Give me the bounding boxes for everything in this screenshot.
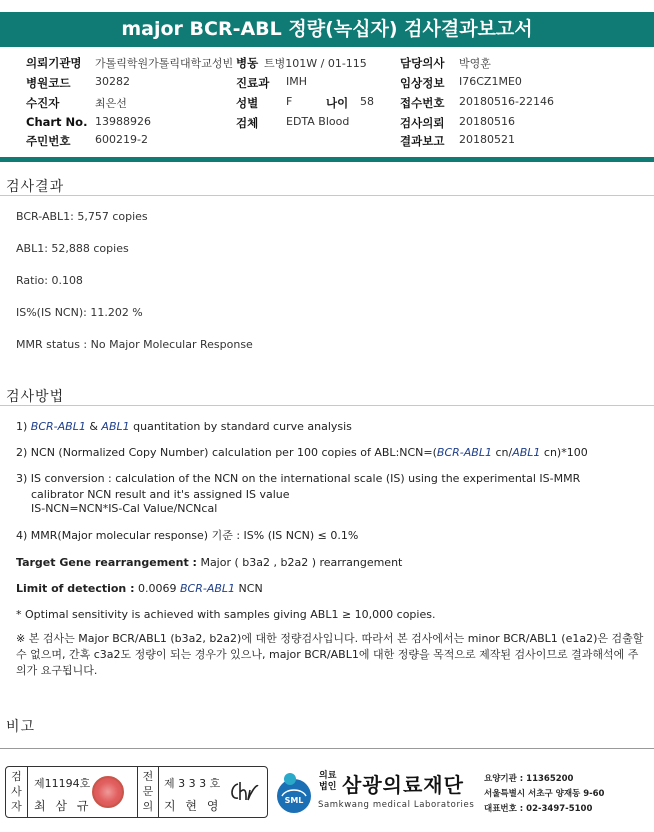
method-2-pre: 2) NCN (Normalized Copy Number) calculation per 100 copies of ABL:NCN=( <box>16 446 437 459</box>
tester-id: 제11194호 <box>34 777 91 790</box>
request-value: 20180516 <box>459 115 515 128</box>
method-heading-rule <box>0 405 654 406</box>
lod-label: Limit of detection : <box>16 582 135 595</box>
result-is: IS%(IS NCN): 11.202 % <box>16 306 143 319</box>
remarks-rule <box>0 748 654 749</box>
result-ratio: Ratio: 0.108 <box>16 274 83 287</box>
logo-english: Samkwang medical Laboratories <box>318 800 475 810</box>
sml-logo-text: SML <box>284 796 304 805</box>
clinical-value: I76CZ1ME0 <box>459 75 522 88</box>
patient-info <box>0 49 654 154</box>
method-2-gene-a: BCR-ABL1 <box>436 446 492 459</box>
signature-icon <box>224 776 260 808</box>
method-3-line1: 3) IS conversion : calculation of the NCN on the international scale (IS) using the experimental IS-MMR <box>16 472 581 485</box>
age-label: 나이 <box>326 96 349 110</box>
tester-label-char-2: 사 <box>11 785 22 798</box>
dept-value: IMH <box>286 75 308 88</box>
id-label: 주민번호 <box>26 134 71 148</box>
lod-value: 0.0069 <box>138 582 177 595</box>
request-label: 검사의뢰 <box>400 116 445 130</box>
sml-logo-icon <box>272 770 316 814</box>
doctor-value: 박영훈 <box>459 57 491 70</box>
specimen-label: 검체 <box>236 116 259 130</box>
contact-address: 서울특별시 서초구 양재동 9-60 <box>484 789 605 799</box>
tester-label-char-1: 검 <box>11 770 22 783</box>
institution-value: 가톨릭학원가톨릭대학교성빈 <box>95 57 234 70</box>
method-2-mid: cn/ <box>495 446 513 459</box>
contact-phone: 대표번호 : 02-3497-5100 <box>484 804 593 814</box>
tester-name: 최 삼 규 <box>34 799 92 813</box>
method-1-amp: & <box>89 420 98 433</box>
specialist-label-char-3: 의 <box>142 800 154 813</box>
sensitivity-note: * Optimal sensitivity is achieved with samples giving ABL1 ≥ 10,000 copies. <box>16 608 436 621</box>
dept-label: 진료과 <box>236 76 270 90</box>
results-heading-rule <box>0 195 654 196</box>
receipt-value: 20180516-22146 <box>459 95 554 108</box>
chart-label: Chart No. <box>26 115 88 129</box>
target-gene-value: Major ( b3a2 , b2a2 ) rearrangement <box>200 556 403 569</box>
examinee-label: 수진자 <box>26 96 60 110</box>
result-abl1: ABL1: 52,888 copies <box>16 242 129 255</box>
limit-of-detection <box>16 582 263 595</box>
sex-label: 성별 <box>236 96 259 110</box>
specialist-label-char-1: 전 <box>142 770 154 783</box>
method-3-line2: calibrator NCN result and it's assigned IS value <box>31 488 290 501</box>
institution-label: 의뢰기관명 <box>26 56 82 70</box>
logo-small-1: 의료 <box>319 771 337 781</box>
tester-label <box>6 767 28 817</box>
doctor-label: 담당의사 <box>400 56 445 70</box>
method-1-gene-a: BCR-ABL1 <box>30 420 86 433</box>
method-1 <box>16 420 352 433</box>
chart-value: 13988926 <box>95 115 151 128</box>
clinical-label: 임상정보 <box>400 76 445 90</box>
result-bcr-abl1: BCR-ABL1: 5,757 copies <box>16 210 148 223</box>
id-value: 600219-2 <box>95 133 148 146</box>
lod-unit: NCN <box>238 582 263 595</box>
hospital-code-value: 30282 <box>95 75 130 88</box>
logo-small-2: 법인 <box>319 782 337 792</box>
method-4: 4) MMR(Major molecular response) 기준 : IS% (IS NCN) ≤ 0.1% <box>16 529 359 542</box>
ward-label: 병동 <box>236 56 259 70</box>
method-2-gene-b: ABL1 <box>512 446 541 459</box>
remarks-heading: 비고 <box>6 719 36 735</box>
method-disclaimer: ※ 본 검사는 Major BCR/ABL1 (b3a2, b2a2)에 대한 정량검사입니다. 따라서 본 검사에서는 minor BCR/ABL1 (e1a2)은 검출할 수 없으며, 간혹 c3a2도 정량이 되는 경우가 있으나, major BCR/ABL1에 대한 정량을 목적으로 제작된 검사이므로 결과해석에 주의가 요구됩니다. <box>16 632 644 677</box>
method-1-num: 1) <box>16 420 28 433</box>
age-value: 58 <box>360 95 374 108</box>
method-3-line3: IS-NCN=NCN*IS-Cal Value/NCNcal <box>31 502 218 515</box>
specialist-label <box>137 767 159 817</box>
report-date-label: 결과보고 <box>400 134 445 148</box>
specimen-value: EDTA Blood <box>286 115 350 128</box>
seal-stamp-icon <box>92 776 124 808</box>
examinee-value: 최은선 <box>95 97 127 110</box>
method-2 <box>16 446 588 459</box>
report-title: major BCR-ABL 정량(녹십자) 검사결과보고서 <box>0 12 654 47</box>
specialist-name: 지 현 영 <box>164 799 222 813</box>
target-gene-label: Target Gene rearrangement : <box>16 556 197 569</box>
result-mmr: MMR status : No Major Molecular Response <box>16 338 253 351</box>
tester-label-char-3: 자 <box>11 800 22 813</box>
receipt-label: 접수번호 <box>400 96 445 110</box>
specialist-id: 제 3 3 3 호 <box>164 777 221 790</box>
method-heading: 검사방법 <box>6 389 65 405</box>
header-divider <box>0 157 654 162</box>
method-1-gene-b: ABL1 <box>101 420 130 433</box>
report-date-value: 20180521 <box>459 133 515 146</box>
top-margin <box>0 0 654 12</box>
specialist-label-char-2: 문 <box>142 785 154 798</box>
ward-value: 트병101W / 01-115 <box>264 57 367 70</box>
method-1-rest: quantitation by standard curve analysis <box>133 420 352 433</box>
contact-code: 요양기관 : 11365200 <box>484 774 574 784</box>
hospital-code-label: 병원코드 <box>26 76 71 90</box>
results-heading: 검사결과 <box>6 179 65 195</box>
target-gene <box>16 556 402 569</box>
lod-gene: BCR-ABL1 <box>180 582 236 595</box>
logo-name: 삼광의료재단 <box>342 773 464 797</box>
method-2-post: cn)*100 <box>543 446 588 459</box>
sex-value: F <box>286 95 293 108</box>
